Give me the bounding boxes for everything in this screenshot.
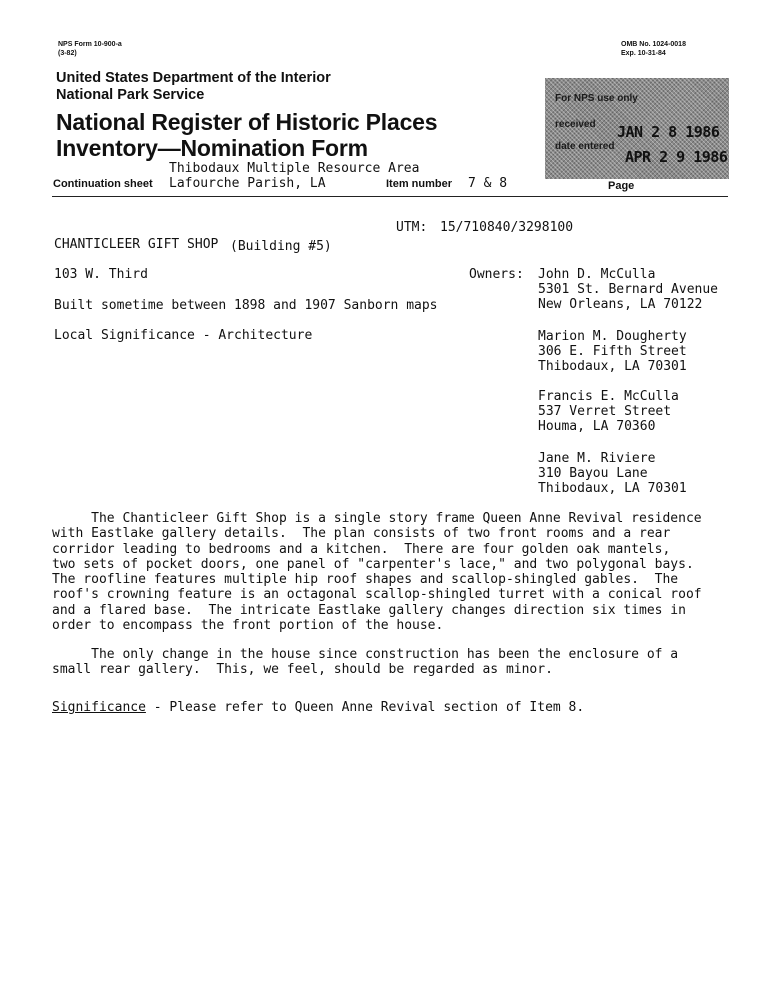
significance-text: - Please refer to Queen Anne Revival section of Item 8. [145, 700, 585, 715]
owner-entry [538, 389, 679, 434]
item-number-value: 7 & 8 [468, 176, 508, 191]
significance-line [52, 700, 584, 715]
owner-entry [538, 329, 687, 374]
owner-city: Thibodaux, LA 70301 [538, 481, 687, 496]
property-address: 103 W. Third [54, 267, 148, 282]
form-number-text: NPS Form 10-900-a [58, 41, 122, 48]
continuation-sheet-value: Lafourche Parish, LA [169, 176, 326, 191]
construction-date: Built sometime between 1898 and 1907 Sanborn maps [54, 298, 438, 313]
owner-street: 310 Bayou Lane [538, 466, 648, 481]
utm-label: UTM: [396, 220, 428, 235]
owner-name: Jane M. Riviere [538, 451, 656, 466]
continuation-sheet-label: Continuation sheet [53, 178, 153, 190]
received-date-stamp: JAN 2 8 1986 [617, 123, 720, 141]
owner-street: 5301 St. Bernard Avenue [538, 282, 719, 297]
item-number-label: Item number [386, 178, 453, 190]
owner-city: Houma, LA 70360 [538, 419, 656, 434]
owner-name: Marion M. Dougherty [538, 329, 687, 344]
form-revision-text: (3-82) [58, 50, 77, 57]
resource-area: Thibodaux Multiple Resource Area [169, 161, 420, 176]
department-name: United States Department of the Interior [56, 70, 331, 86]
owner-name: John D. McCulla [538, 267, 656, 282]
alterations-paragraph: The only change in the house since construction has been the enclosure of a small rear gallery. This, we feel, should be regarded as minor. [52, 647, 679, 678]
significance-label: Significance [52, 700, 146, 715]
owner-city: Thibodaux, LA 70301 [538, 359, 687, 374]
owners-label: Owners: [469, 267, 524, 282]
department-heading [56, 70, 331, 104]
owner-street: 537 Verret Street [538, 404, 672, 419]
header-divider [52, 196, 728, 197]
omb-number-text: OMB No. 1024-0018 [621, 41, 686, 48]
form-title [56, 109, 437, 161]
agency-name: National Park Service [56, 87, 205, 103]
utm-value: 15/710840/3298100 [440, 220, 574, 235]
form-number [58, 40, 122, 58]
owner-name: Francis E. McCulla [538, 389, 679, 404]
owner-street: 306 E. Fifth Street [538, 344, 687, 359]
owner-entry [538, 267, 718, 312]
building-number: (Building #5) [230, 239, 332, 254]
significance-level: Local Significance - Architecture [54, 328, 313, 343]
page-label: Page [608, 180, 635, 192]
received-label: received [555, 119, 596, 130]
form-title-line1: National Register of Historic Places [56, 109, 438, 135]
description-paragraph: The Chanticleer Gift Shop is a single story frame Queen Anne Revival residence with Eastlake gallery details. The plan consists of two front rooms and a rear corridor leading to bedrooms and a kitchen. There are four golden oak mantels, two sets of pocket doors, one panel of "carpenter's lace," and two polygonal bays. The roofline features multiple hip roof shapes and scallop-shingled gables. The roof's crowning feature is an octagonal scallop-shingled turret with a conical roof and a flared base. The intricate Eastlake gallery changes direction six times in order to encompass the front portion of the house. [52, 511, 702, 634]
date-entered-label: date entered [555, 141, 615, 152]
property-name: CHANTICLEER GIFT SHOP [54, 237, 219, 252]
omb-number [621, 40, 686, 58]
nps-use-box [545, 78, 729, 179]
owner-city: New Orleans, LA 70122 [538, 297, 703, 312]
omb-expiration-text: Exp. 10-31-84 [621, 50, 666, 57]
nps-use-label: For NPS use only [555, 93, 638, 104]
entered-date-stamp: APR 2 9 1986 [625, 148, 728, 166]
owner-entry [538, 451, 687, 496]
form-title-line2: Inventory—Nomination Form [56, 135, 368, 161]
